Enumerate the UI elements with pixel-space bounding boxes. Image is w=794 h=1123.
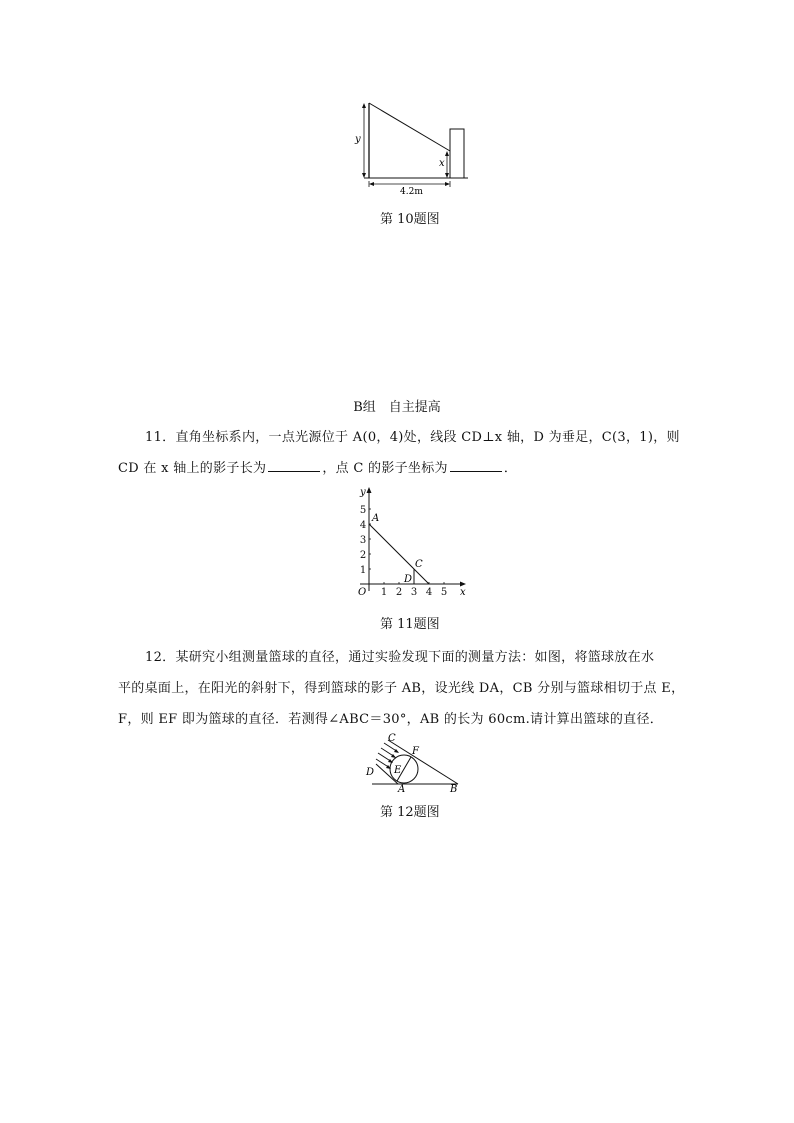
fig12-label-f: F — [412, 746, 419, 757]
q11-text-c: ． — [503, 461, 518, 476]
fig11-ytick-3: 3 — [359, 535, 367, 546]
fig11-point-d: D — [404, 574, 413, 585]
fig12-label-e: E — [394, 765, 402, 776]
fig12-label-b: B — [450, 784, 458, 794]
fig11-xtick-5: 5 — [440, 587, 448, 597]
fig10-label-dist: 4.2m — [400, 187, 423, 194]
q11-text-b: ，点 C 的影子坐标为 — [322, 461, 448, 476]
q12-line1: 12．某研究小组测量篮球的直径，通过实验发现下面的测量方法：如图，将篮球放在水 — [145, 650, 655, 665]
fig11-point-c: C — [415, 559, 423, 570]
q11-line1: 11．直角坐标系内，一点光源位于 A(0，4)处，线段 CD⊥x 轴，D 为垂足，C(3，1)，则 — [145, 430, 680, 445]
fig11-xtick-2: 2 — [395, 587, 403, 597]
figure-11 — [350, 485, 470, 597]
q11-blank-1[interactable] — [268, 461, 320, 472]
fig11-point-a: A — [372, 513, 380, 524]
q12-line3: F，则 EF 即为篮球的直径．若测得∠ABC＝30°，AB 的长为 60cm.请计算出篮球的直径． — [118, 712, 664, 727]
fig11-xtick-4: 4 — [425, 587, 433, 597]
fig11-xtick-3: 3 — [410, 587, 418, 597]
figure-10 — [350, 98, 480, 194]
q11-line2 — [118, 457, 517, 476]
fig11-caption: 第 11题图 — [380, 617, 440, 632]
fig12-label-d: D — [366, 767, 375, 778]
figure-12 — [360, 730, 466, 794]
fig10-caption: 第 10题图 — [380, 212, 440, 227]
q11-blank-2[interactable] — [450, 461, 502, 472]
section-b-title: B组 自主提高 — [353, 400, 441, 415]
fig12-label-c: C — [388, 733, 396, 744]
fig11-axis-x: x — [460, 587, 466, 597]
fig11-xtick-1: 1 — [380, 587, 388, 597]
fig11-axis-y: y — [360, 487, 366, 498]
q12-line2: 平的桌面上，在阳光的斜射下，得到篮球的影子 AB，设光线 DA，CB 分别与篮球相切于点 E， — [118, 681, 685, 696]
fig12-caption: 第 12题图 — [380, 805, 440, 820]
fig11-ytick-1: 1 — [359, 565, 367, 576]
q11-text-a: CD 在 x 轴上的影子长为 — [118, 461, 267, 476]
fig10-label-y: y — [355, 134, 361, 145]
fig11-ytick-2: 2 — [359, 550, 367, 561]
fig11-origin: O — [358, 587, 367, 597]
fig11-ytick-5: 5 — [359, 505, 367, 516]
fig11-ytick-4: 4 — [359, 520, 367, 531]
fig12-label-a: A — [398, 784, 406, 794]
fig10-label-x: x — [439, 158, 445, 169]
